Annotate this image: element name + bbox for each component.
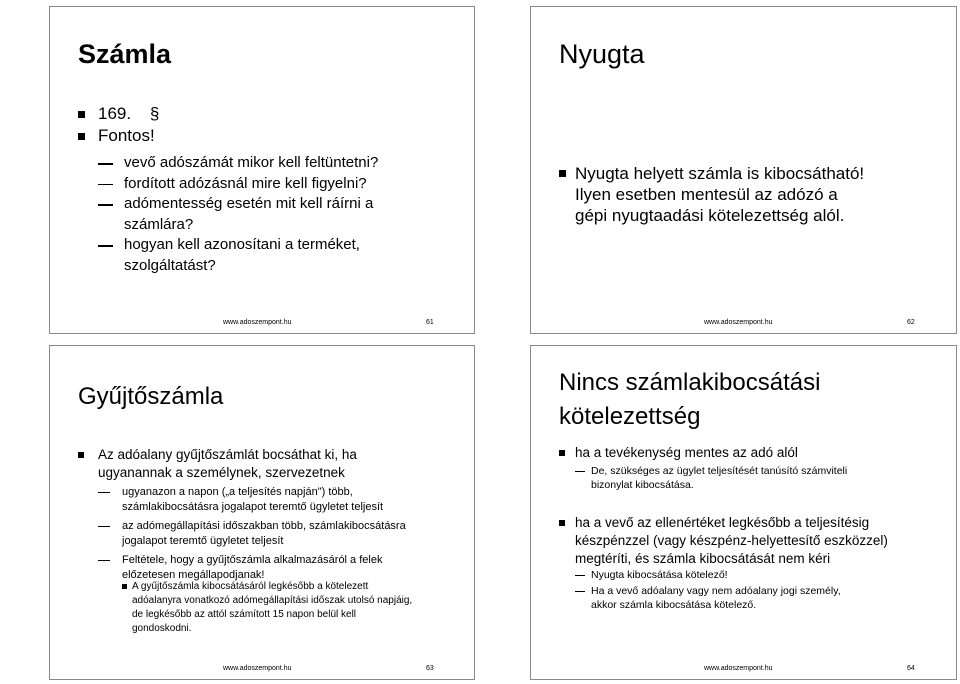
footer-url: www.adoszempont.hu xyxy=(704,319,773,326)
sub-sub-item-continuation: gondoskodni. xyxy=(132,623,192,634)
slide-number: 62 xyxy=(907,319,915,326)
sub-item: adómentesség esetén mit kell ráírni a xyxy=(78,194,378,215)
bullet-continuation: gépi nyugtaadási kötelezettség alól. xyxy=(575,206,845,225)
slide-61 xyxy=(49,6,475,334)
dash-icon xyxy=(98,204,113,206)
sub-item-continuation: előzetesen megállapodjanak! xyxy=(122,569,265,581)
bullet-item: ha a tevékenység mentes az adó alól xyxy=(559,444,798,462)
sub-item: fordított adózásnál mire kell figyelni? xyxy=(78,174,378,195)
slide-title: Számla xyxy=(78,39,172,69)
sub-item-continuation: szolgáltatást? xyxy=(124,256,216,274)
sub-sub-item-continuation: adóalanyra vonatkozó adómegállapítási időszak utolsó napjáig, xyxy=(132,595,413,606)
slide-62 xyxy=(530,6,957,334)
sub-item: Ha a vevő adóalany vagy nem adóalany jogi személy, xyxy=(559,584,841,598)
bullet-continuation: Ilyen esetben mentesül az adózó a xyxy=(575,185,838,204)
sub-item: vevő adószámát mikor kell feltüntetni? xyxy=(78,153,378,174)
bullet-continuation: ugyanannak a személynek, szervezetnek xyxy=(98,464,345,480)
sub-item-continuation: akkor számla kibocsátása kötelező. xyxy=(591,599,757,611)
bullet-square-icon xyxy=(78,452,84,458)
slide-number: 64 xyxy=(907,665,915,672)
sub-item: Nyugta kibocsátása kötelező! xyxy=(559,568,841,582)
sub-sub-item: A gyűjtőszámla kibocsátásáról legkésőbb a kötelezett xyxy=(78,580,412,594)
bullet-item: Fontos! xyxy=(78,125,159,147)
sub-item: Feltétele, hogy a gyűjtőszámla alkalmazásáról a felek xyxy=(78,553,406,568)
sub-item-continuation: bizonylat kibocsátása. xyxy=(591,479,694,491)
dash-icon xyxy=(98,184,113,186)
slide-title: Gyűjtőszámla xyxy=(78,383,224,410)
bullet-item: 169. § xyxy=(78,103,159,125)
slide-title: Nyugta xyxy=(559,39,645,69)
dash-icon xyxy=(98,163,113,165)
sub-item-continuation: jogalapot teremtő ügyletet teljesít xyxy=(122,535,284,547)
sub-item: De, szükséges az ügylet teljesítését tanúsító számviteli xyxy=(559,464,847,478)
bullet-square-icon xyxy=(559,170,566,177)
bullet-square-icon xyxy=(559,520,565,526)
dash-icon xyxy=(98,526,110,527)
sub-sub-item-continuation: de legkésőbb az attól számított 15 napon belül kell xyxy=(132,609,357,620)
footer-url: www.adoszempont.hu xyxy=(704,665,773,672)
dash-icon xyxy=(98,560,110,561)
dash-icon xyxy=(575,471,585,472)
slide-64 xyxy=(530,345,957,680)
slide-title: Nincs számlakibocsátási kötelezettség xyxy=(559,369,821,430)
dash-icon xyxy=(575,575,585,576)
bullet-item: Nyugta helyett számla is kibocsátható! xyxy=(559,163,864,184)
slide-number: 63 xyxy=(426,665,434,672)
bullet-continuation: készpénzzel (vagy készpénz-helyettesítő eszközzel) xyxy=(575,533,888,548)
sub-item-continuation: számlára? xyxy=(124,215,194,233)
footer-url: www.adoszempont.hu xyxy=(223,319,292,326)
sub-item-continuation: számlakibocsátásra jogalapot teremtő ügyletet teljesít xyxy=(122,501,384,513)
sub-item: ugyanazon a napon („a teljesítés napján") több, xyxy=(78,485,406,500)
bullet-square-icon xyxy=(78,133,85,140)
bullet-item: Az adóalany gyűjtőszámlát bocsáthat ki, ha xyxy=(78,446,357,464)
bullet-item: ha a vevő az ellenértéket legkésőbb a teljesítésig xyxy=(559,514,888,532)
section-sign-icon: § xyxy=(149,104,160,123)
footer-url: www.adoszempont.hu xyxy=(223,665,292,672)
dash-icon xyxy=(98,245,113,247)
sub-item: az adómegállapítási időszakban több, számlakibocsátásra xyxy=(78,519,406,534)
sub-item: hogyan kell azonosítani a terméket, xyxy=(78,235,378,256)
dash-icon xyxy=(98,492,110,493)
bullet-square-icon xyxy=(122,584,127,589)
bullet-continuation: megtéríti, és számla kibocsátását nem kéri xyxy=(575,551,831,566)
bullet-square-icon xyxy=(559,450,565,456)
bullet-square-icon xyxy=(78,111,85,118)
dash-icon xyxy=(575,591,585,592)
slide-number: 61 xyxy=(426,319,434,326)
slide-63 xyxy=(49,345,475,680)
